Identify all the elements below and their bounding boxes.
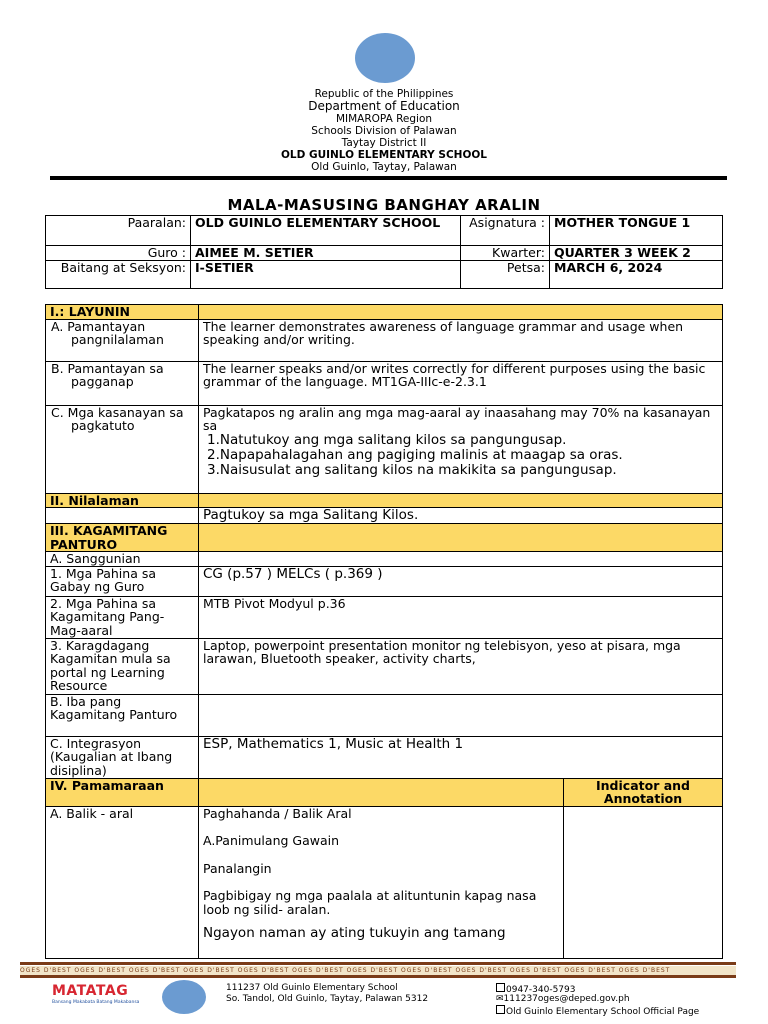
balik-aral-label: A. Balik - aral [46, 806, 199, 958]
footer-email-text: 111237oges@deped.gov.ph [503, 994, 630, 1004]
indicator-heading: Indicator and Annotation [564, 778, 723, 806]
kasanayan-item-3: 3.Naisusulat ang salitang kilos na makikita sa pangungusap. [207, 461, 617, 478]
kagamitang-mag-aaral-label: 2. Mga Pahina sa Kagamitang Pang-Mag-aaral [46, 596, 199, 638]
sanggunian-label: A. Sanggunian [46, 552, 199, 567]
petsa-value: MARCH 6, 2024 [550, 260, 723, 288]
pamamaraan-heading-fill [199, 778, 564, 806]
balik-aral-line-2: A.Panimulang Gawain [203, 833, 340, 848]
header-address: Old Guinlo, Taytay, Palawan [311, 161, 457, 173]
baitang-label: Baitang at Seksyon: [46, 260, 191, 288]
footer-facebook-text: Old Guinlo Elementary School Official Page [506, 1007, 700, 1017]
header-division: Schools Division of Palawan [311, 125, 457, 137]
iba-pang-kagamitan-label: B. Iba pang Kagamitang Panturo [46, 694, 199, 736]
pamantayan-pangnilalaman-value: The learner demonstrates awareness of language grammar and usage when speaking and/or writing. [199, 319, 723, 361]
footer-phone-text: 0947-340-5793 [506, 985, 576, 995]
layunin-heading-fill [199, 305, 723, 320]
footer-email[interactable] [496, 994, 630, 1005]
phone-icon [496, 983, 505, 992]
pamamaraan-heading: IV. Pamamaraan [46, 778, 199, 806]
integrasyon-label: C. Integrasyon (Kaugalian at Ibang disiplina) [46, 736, 199, 778]
integrasyon-value: ESP, Mathematics 1, Music at Health 1 [199, 736, 723, 778]
petsa-label: Petsa: [461, 260, 550, 288]
balik-aral-line-4: Pagbibigay ng mga paalala at alituntunin kapag nasa loob ng silid- aralan. [203, 888, 537, 917]
pamantayan-pagganap-value: The learner speaks and/or writes correctly for different purposes using the basic grammar of the language. MT1GA-IIIc-e-2.3.1 [199, 361, 723, 405]
kagamitan-heading-fill [199, 524, 723, 552]
header-department: Department of Education [308, 99, 460, 113]
kagamitang-mag-aaral-value: MTB Pivot Modyul p.36 [199, 596, 723, 638]
footer-decorative-band [20, 962, 736, 978]
header-region: MIMAROPA Region [335, 113, 433, 125]
balik-aral-line-1: Paghahanda / Balik Aral [203, 805, 352, 821]
kasanayan-item-2: 2.Napapahalagahan ang pagiging malinis at maagap sa oras. [207, 446, 623, 463]
gabay-guro-label: 1. Mga Pahina sa Gabay ng Guro [46, 566, 199, 596]
kasanayan-label: C. Mga kasanayan sa pagkatuto [46, 405, 199, 493]
header-school: OLD GUINLO ELEMENTARY SCHOOL [280, 149, 487, 161]
footer-band-top-line [20, 962, 736, 965]
karagdagang-kagamitan-value: Laptop, powerpoint presentation monitor ng telebisyon, yeso at pisara, mga larawan, Bluetooth speaker, activity charts, [199, 638, 723, 694]
balik-aral-line-3: Panalangin [203, 860, 272, 876]
balik-aral-content [199, 806, 564, 958]
header-rule [50, 176, 727, 180]
asignatura-label: Asignatura : [461, 216, 550, 246]
facebook-icon [496, 1005, 505, 1014]
indicator-annotation-cell [564, 806, 723, 958]
kagamitan-heading: III. KAGAMITANG PANTURO [46, 524, 199, 552]
header-republic: Republic of the Philippines [314, 88, 454, 100]
kasanayan-intro: Pagkatapos ng aralin ang mga mag-aaral ay inaasahang may 70% na kasanayan sa [203, 404, 711, 433]
karagdagang-kagamitan-label: 3. Karagdagang Kagamitan mula sa portal ng Learning Resource [46, 638, 199, 694]
kasanayan-item-1: 1.Natutukoy ang mga salitang kilos sa pangungusap. [207, 431, 567, 448]
page-title: MALA-MASUSING BANGHAY ARALIN [227, 196, 541, 214]
asignatura-value: MOTHER TONGUE 1 [550, 216, 723, 246]
paaralan-value: OLD GUINLO ELEMENTARY SCHOOL [191, 216, 461, 246]
paaralan-label: Paaralan: [46, 216, 191, 246]
sanggunian-empty [199, 552, 723, 567]
iba-pang-kagamitan-value [199, 694, 723, 736]
deped-seal [355, 33, 415, 83]
kwarter-value: QUARTER 3 WEEK 2 [550, 246, 723, 261]
guro-label: Guro : [46, 246, 191, 261]
header-district: Taytay District II [341, 137, 427, 149]
footer-band-text: OGES D'BEST OGES D'BEST OGES D'BEST OGES D'BEST OGES D'BEST OGES D'BEST OGES D'BEST OGES D'BEST OGES D'BEST OGES D'BEST OGES D'BEST OGES D'BEST [20, 966, 736, 975]
matatag-logo [52, 983, 152, 1013]
balik-aral-line-5: Ngayon naman ay ating tukuyin ang tamang [203, 925, 506, 941]
nilalaman-value: Pagtukoy sa mga Salitang Kilos. [199, 508, 723, 524]
matatag-tagline: Bansang Makabata Batang Makabansa [52, 1000, 140, 1005]
pamantayan-pagganap-label: B. Pamantayan sa pagganap [46, 361, 199, 405]
gabay-guro-value: CG (p.57 ) MELCs ( p.369 ) [199, 566, 723, 596]
matatag-wordmark: MATATAG [52, 983, 129, 999]
header-block [0, 88, 768, 173]
nilalaman-heading: II. Nilalaman [46, 493, 199, 508]
nilalaman-heading-fill [199, 493, 723, 508]
kwarter-label: Kwarter: [461, 246, 550, 261]
footer-facebook[interactable] [496, 1005, 699, 1018]
lesson-plan-table [45, 304, 723, 959]
footer-address: So. Tandol, Old Guinlo, Taytay, Palawan 5312 [226, 994, 429, 1004]
email-icon: ✉ [496, 994, 504, 1004]
kasanayan-value [199, 405, 723, 493]
info-table [45, 215, 723, 289]
baitang-value: I-SETIER [191, 260, 461, 288]
nilalaman-empty [46, 508, 199, 524]
footer-school-id: 111237 Old Guinlo Elementary School [226, 983, 398, 993]
footer-deped-seal [162, 980, 206, 1014]
pamantayan-pangnilalaman-label: A. Pamantayan pangnilalaman [46, 319, 199, 361]
guro-value: AIMEE M. SETIER [191, 246, 461, 261]
layunin-heading: I.: LAYUNIN [46, 305, 199, 320]
footer-band-bottom-line [20, 975, 736, 978]
